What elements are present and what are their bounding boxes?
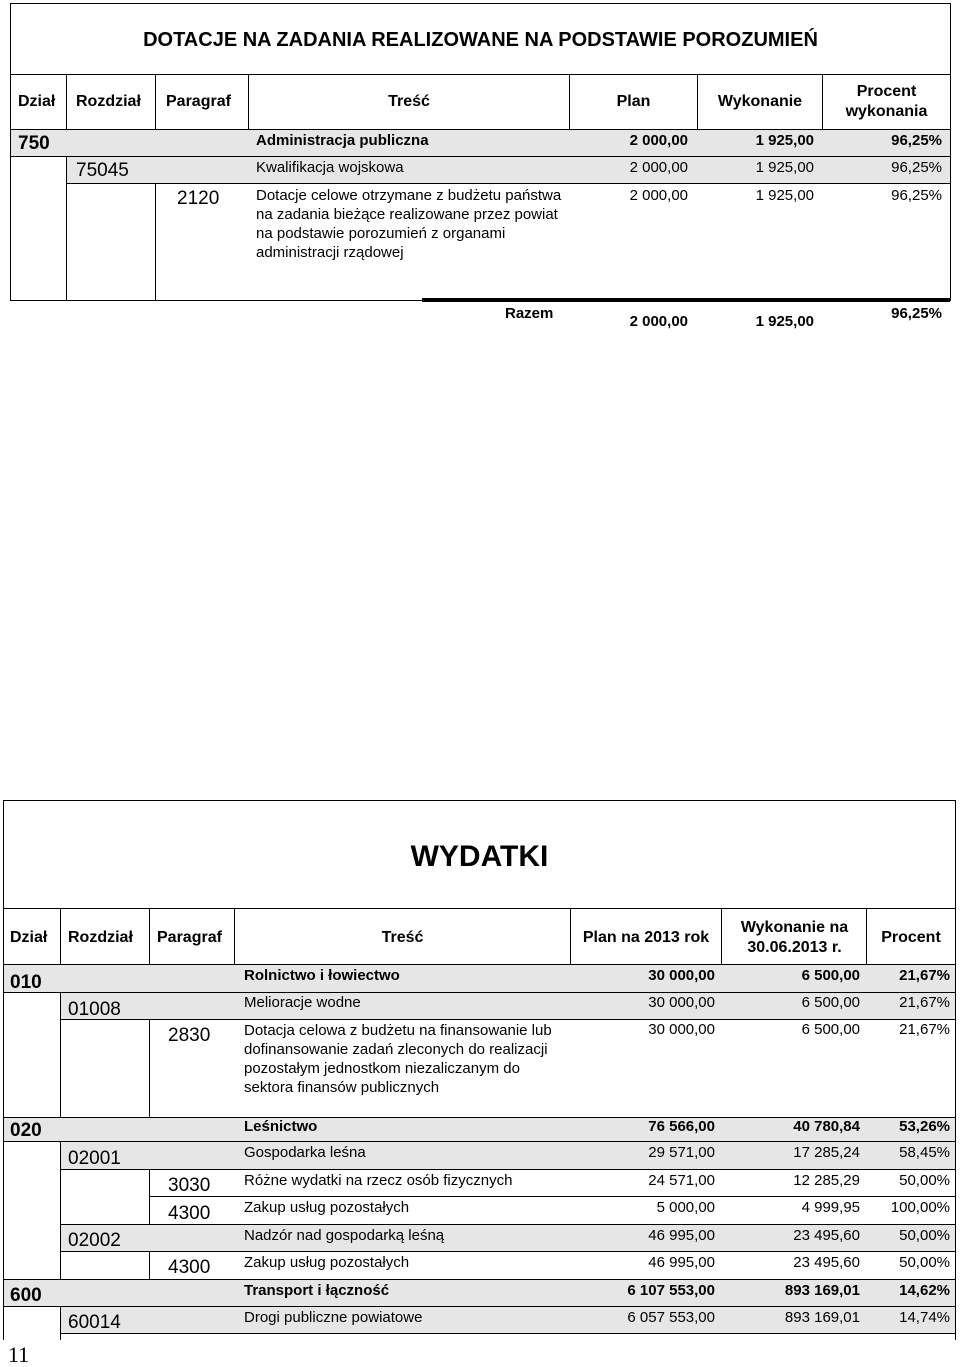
exp-row-4300a-tresc: Zakup usług pozostałych (244, 1199, 410, 1216)
exp-row-4300a-wykonanie: 4 999,95 (801, 1199, 860, 1216)
exp-row-2830-tresc: Dotacja celowa z budżetu na finansowanie lub dofinansowanie zadań zleconych do realizacji pozostałym jednostkom niezaliczanym do sektora finansów publicznych (244, 1022, 552, 1096)
exp-row-02002-code: 02002 (68, 1230, 121, 1251)
exp-row-020-tresc: Leśnictwo (244, 1118, 318, 1135)
exp-row-4300b-procent: 50,00% (899, 1254, 950, 1271)
exp-header-dzial: Dział (10, 929, 48, 946)
expenses-title: WYDATKI (410, 840, 549, 873)
exp-row-020-code: 020 (10, 1120, 42, 1141)
exp-row-01008-wykonanie: 6 500,00 (801, 994, 860, 1011)
exp-row-01008-plan: 30 000,00 (648, 994, 715, 1011)
income-row-75045-plan: 2 000,00 (629, 159, 688, 176)
exp-header-paragraf: Paragraf (157, 929, 222, 946)
exp-row-02001-plan: 29 571,00 (648, 1144, 715, 1161)
income-row-2120-code: 2120 (177, 188, 220, 209)
exp-row-3030-plan: 24 571,00 (648, 1172, 715, 1189)
exp-row-02001-procent: 58,45% (899, 1144, 950, 1161)
income-total-procent: 96,25% (891, 305, 942, 322)
exp-row-3030-wykonanie: 12 285,29 (793, 1172, 860, 1189)
exp-row-2830-code: 2830 (168, 1025, 211, 1046)
exp-row-4300b-code: 4300 (168, 1257, 211, 1278)
header-rozdzial: Rozdział (76, 93, 141, 110)
exp-header-plan: Plan na 2013 rok (582, 929, 710, 946)
exp-row-02001-wykonanie: 17 285,24 (793, 1144, 860, 1161)
exp-row-4300a-plan: 5 000,00 (656, 1199, 715, 1216)
exp-row-02002-procent: 50,00% (899, 1227, 950, 1244)
income-total-wykonanie: 1 925,00 (755, 313, 814, 330)
header-procent: Procent wykonania (845, 83, 928, 120)
exp-row-01008-code: 01008 (68, 999, 121, 1020)
exp-row-4300a-procent: 100,00% (890, 1199, 950, 1216)
exp-row-60014-code: 60014 (68, 1312, 121, 1333)
exp-row-600-code: 600 (10, 1285, 42, 1306)
exp-row-020-plan: 76 566,00 (648, 1118, 715, 1135)
exp-row-010-tresc: Rolnictwo i łowiectwo (244, 967, 400, 984)
exp-row-600-tresc: Transport i łączność (244, 1282, 390, 1299)
income-row-750-code: 750 (18, 133, 50, 154)
exp-header-tresc: Treść (381, 929, 424, 946)
page-number: 11 (8, 1342, 30, 1367)
exp-row-60014-wykonanie: 893 169,01 (784, 1309, 860, 1326)
exp-row-2830-procent: 21,67% (899, 1021, 950, 1038)
header-wykonanie: Wykonanie (717, 93, 803, 110)
exp-row-02002-wykonanie: 23 495,60 (793, 1227, 860, 1244)
income-row-75045-wykonanie: 1 925,00 (755, 159, 814, 176)
exp-row-02002-plan: 46 995,00 (648, 1227, 715, 1244)
exp-row-4300b-plan: 46 995,00 (648, 1254, 715, 1271)
exp-row-3030-tresc: Różne wydatki na rzecz osób fizycznych (244, 1172, 513, 1189)
income-row-75045-tresc: Kwalifikacja wojskowa (256, 159, 404, 176)
income-row-750-procent: 96,25% (891, 132, 942, 149)
exp-row-02002-tresc: Nadzór nad gospodarką leśną (244, 1227, 445, 1244)
exp-row-010-plan: 30 000,00 (648, 967, 715, 984)
exp-row-02001-tresc: Gospodarka leśna (244, 1144, 366, 1161)
income-row-750-plan: 2 000,00 (629, 132, 688, 149)
income-total-plan: 2 000,00 (629, 313, 688, 330)
header-paragraf: Paragraf (166, 93, 231, 110)
income-row-2120-tresc: Dotacje celowe otrzymane z budżetu państwa na zadania bieżące realizowane przez powiat na podstawie porozumień z organami administracji rządowej (256, 187, 562, 261)
exp-row-60014-tresc: Drogi publiczne powiatowe (244, 1309, 423, 1326)
income-row-75045-procent: 96,25% (891, 159, 942, 176)
income-row-2120-plan: 2 000,00 (629, 187, 688, 204)
income-title: DOTACJE NA ZADANIA REALIZOWANE NA PODSTAWIE POROZUMIEŃ (143, 29, 818, 51)
exp-row-01008-procent: 21,67% (899, 994, 950, 1011)
exp-row-020-procent: 53,26% (899, 1118, 950, 1135)
exp-row-4300a-code: 4300 (168, 1203, 211, 1224)
exp-row-01008-tresc: Melioracje wodne (244, 994, 361, 1011)
income-row-750-tresc: Administracja publiczna (256, 132, 429, 149)
exp-row-4300b-tresc: Zakup usług pozostałych (244, 1254, 410, 1271)
exp-row-3030-procent: 50,00% (899, 1172, 950, 1189)
header-dzial: Dział (18, 93, 56, 110)
exp-row-600-procent: 14,62% (899, 1282, 950, 1299)
exp-row-2830-plan: 30 000,00 (648, 1021, 715, 1038)
exp-row-2830-wykonanie: 6 500,00 (801, 1021, 860, 1038)
exp-row-3030-code: 3030 (168, 1175, 211, 1196)
income-row-75045-code: 75045 (76, 160, 129, 181)
exp-row-010-procent: 21,67% (899, 967, 950, 984)
income-row-2120-wykonanie: 1 925,00 (755, 187, 814, 204)
exp-row-60014-procent: 14,74% (899, 1309, 950, 1326)
exp-header-rozdzial: Rozdział (68, 929, 133, 946)
exp-row-600-plan: 6 107 553,00 (627, 1282, 715, 1299)
exp-row-010-wykonanie: 6 500,00 (801, 967, 860, 984)
income-row-2120-procent: 96,25% (891, 187, 942, 204)
exp-header-procent: Procent (881, 929, 941, 946)
header-plan: Plan (616, 93, 651, 110)
exp-row-4300b-wykonanie: 23 495,60 (793, 1254, 860, 1271)
exp-row-60014-plan: 6 057 553,00 (627, 1309, 715, 1326)
exp-row-02001-code: 02001 (68, 1148, 121, 1169)
exp-row-010-code: 010 (10, 972, 42, 993)
exp-row-020-wykonanie: 40 780,84 (793, 1118, 860, 1135)
exp-row-600-wykonanie: 893 169,01 (784, 1282, 860, 1299)
exp-header-wykonanie: Wykonanie na 30.06.2013 r. (740, 919, 849, 956)
header-tresc: Treść (388, 93, 430, 110)
income-total-label: Razem (505, 305, 554, 322)
income-row-750-wykonanie: 1 925,00 (755, 132, 814, 149)
